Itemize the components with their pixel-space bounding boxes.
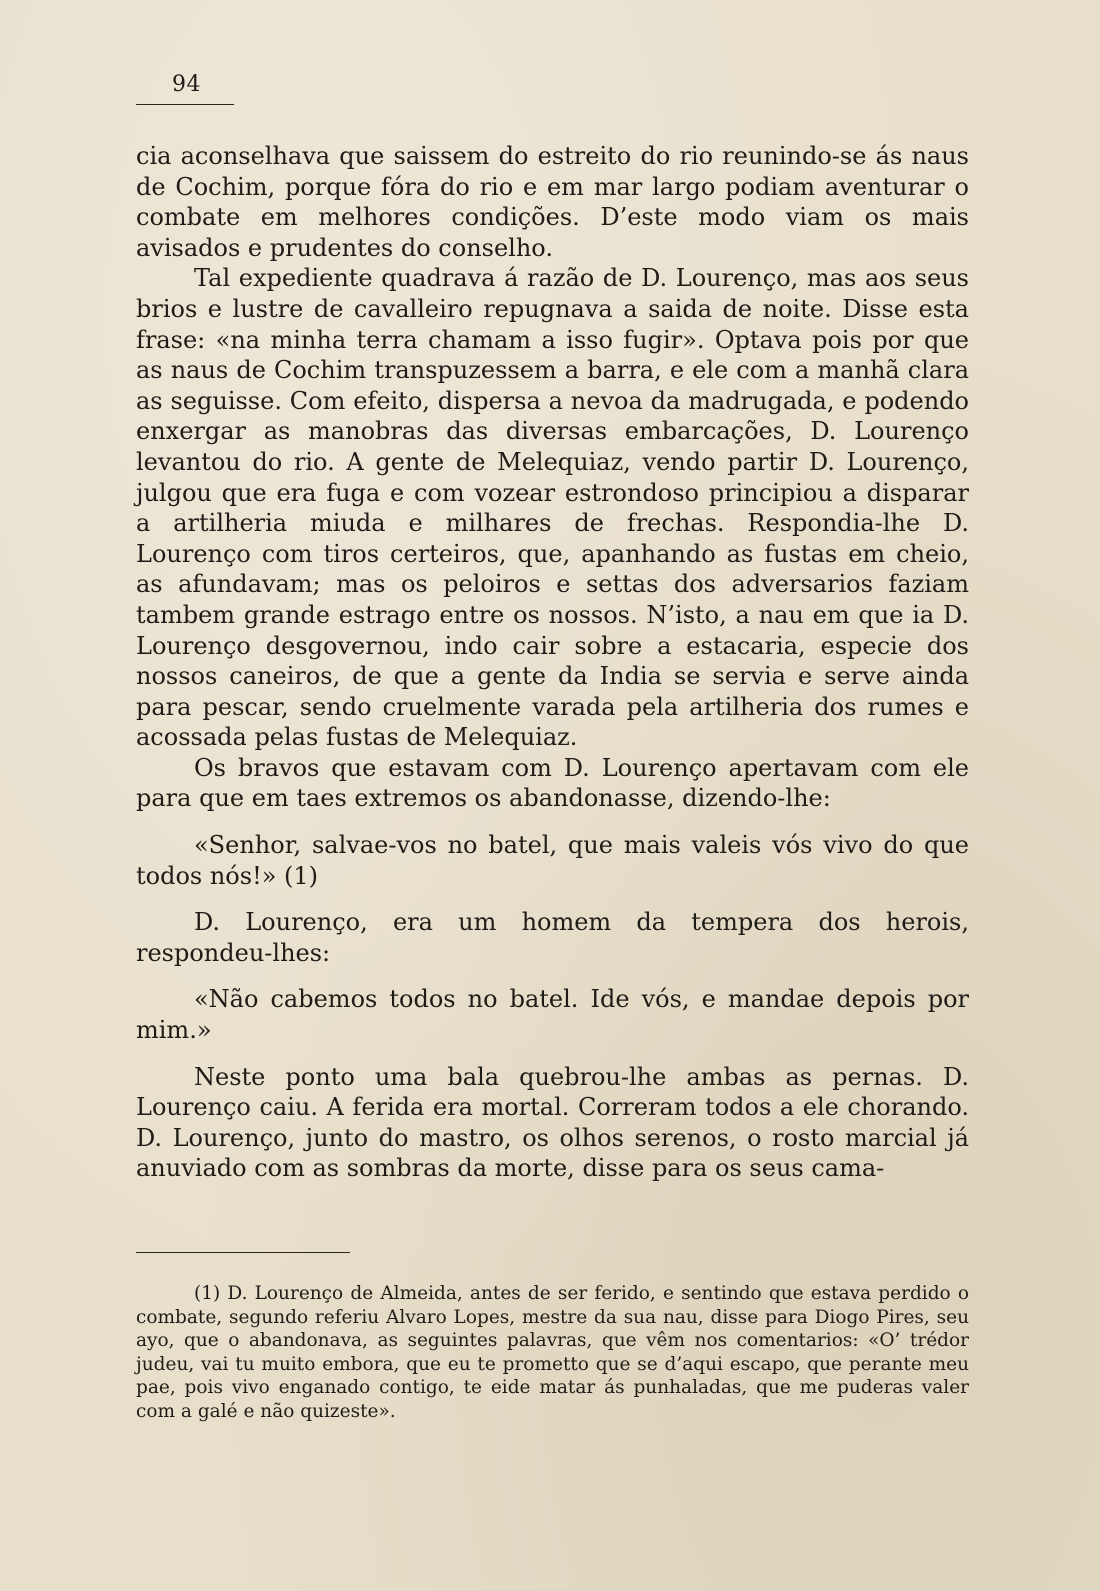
paragraph-5: D. Lourenço, era um homem da tempera dos herois, respondeu-lhes: <box>136 908 969 967</box>
paragraph-2: Tal expediente quadrava á razão de D. Lourenço, mas aos seus brios e lustre de cavalleiro repugnava a saida de noite. Disse esta frase: «na minha terra chamam a isso fugir». Optava pois por que as naus de Cochim transpuzessem a barra, e ele com a manhã clara as seguisse. Com efeito, dispersa a nevoa da madrugada, e podendo enxergar as manobras das diversas embarcações, D. Lourenço levantou do rio. A gente de Melequiaz, vendo partir D. Lourenço, julgou que era fuga e com vozear estrondoso principiou a disparar a artilheria miuda e milhares de frechas. Respondia-lhe D. Lourenço com tiros certeiros, que, apanhando as fustas em cheio, as afundavam; mas os peloiros e settas dos adversarios faziam tambem grande estrago entre os nossos. N’isto, a nau em que ia D. Lourenço desgovernou, indo cair sobre a estacaria, especie dos nossos caneiros, de que a gente da India se servia e serve ainda para pescar, sendo cruelmente varada pela artilheria dos rumes e acossada pelas fustas de Melequiaz. <box>136 264 969 752</box>
paragraph-4 <box>136 830 969 891</box>
paragraph-6: «Não cabemos todos no batel. Ide vós, e mandae depois por mim.» <box>136 985 969 1045</box>
footnote-marker: (1) <box>194 1283 221 1304</box>
header-rule <box>136 104 234 105</box>
footnote-rule <box>136 1252 350 1253</box>
quote-senhor: «Senhor, salvae-vos no batel, que mais valeis vós vivo do que todos nós!» <box>136 831 969 890</box>
paragraph-1: cia aconselhava que saissem do estreito do rio reunindo-se ás naus de Cochim, porque fóra do rio e em mar largo podiam aventurar o combate em melhores condições. D’este modo viam os mais avisados e prudentes do conselho. <box>136 142 969 262</box>
footnote-reference: (1) <box>284 861 319 890</box>
body-text <box>136 141 969 1184</box>
footnote-text: D. Lourenço de Almeida, antes de ser ferido, e sentindo que estava perdido o combate, segundo referiu Alvaro Lopes, mestre da sua nau, disse para Diogo Pires, seu ayo, que o abandonava, as seguintes palavras, que vêm nos comentarios: «O’ trédor judeu, vai tu muito embora, que eu te prometto que se d’aqui escapo, que perante meu pae, pois vivo enganado contigo, te eide matar ás punhaladas, que me puderas valer com a galé e não quizeste». <box>136 1283 969 1422</box>
page-number: 94 <box>172 72 201 97</box>
paragraph-7: Neste ponto uma bala quebrou-lhe ambas as pernas. D. Lourenço caiu. A ferida era mortal. Correram todos a ele chorando. D. Lourenço, junto do mastro, os olhos serenos, o rosto marcial já anuviado com as sombras da morte, disse para os seus cama- <box>136 1062 969 1183</box>
paragraph-3: Os bravos que estavam com D. Lourenço apertavam com ele para que em taes extremos os abandonasse, dizendo-lhe: <box>136 753 969 813</box>
footnote <box>136 1282 969 1423</box>
